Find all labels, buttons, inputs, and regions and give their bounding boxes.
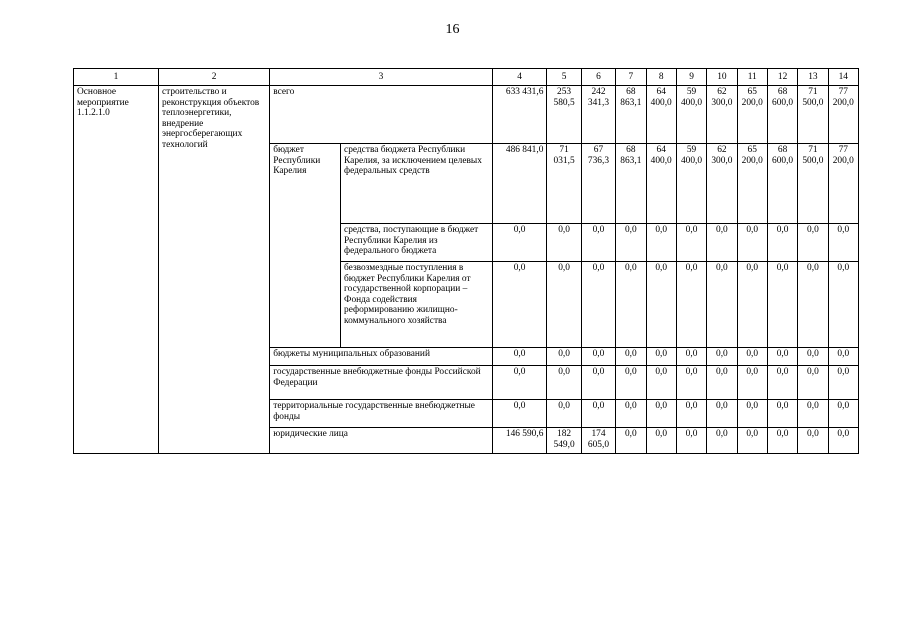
value-cell: 0,0 [798,224,828,262]
value-cell: 0,0 [676,428,706,454]
value-cell: 253 580,5 [547,86,581,144]
value-cell: 242 341,3 [581,86,615,144]
value-cell: 68 863,1 [616,144,646,224]
value-cell: 0,0 [707,348,737,366]
value-cell: 0,0 [798,366,828,400]
value-cell: 0,0 [492,262,547,348]
row-label: юридические лица [270,428,493,454]
value-cell: 67 736,3 [581,144,615,224]
value-cell: 68 863,1 [616,86,646,144]
value-cell: 0,0 [798,262,828,348]
value-cell: 0,0 [828,366,858,400]
header-cell: 5 [547,69,581,86]
value-cell: 0,0 [492,348,547,366]
value-cell: 174 605,0 [581,428,615,454]
value-cell: 0,0 [581,262,615,348]
value-cell: 0,0 [676,366,706,400]
value-cell: 0,0 [676,262,706,348]
value-cell: 68 600,0 [767,144,797,224]
row-label: государственные внебюджетные фонды Российской Федерации [270,366,493,400]
value-cell: 0,0 [767,366,797,400]
value-cell: 0,0 [828,348,858,366]
value-cell: 0,0 [616,348,646,366]
value-cell: 0,0 [798,400,828,428]
value-cell: 0,0 [581,366,615,400]
value-cell: 77 200,0 [828,86,858,144]
value-cell: 0,0 [616,400,646,428]
value-cell: 0,0 [492,224,547,262]
value-cell: 59 400,0 [676,144,706,224]
row-label: средства, поступающие в бюджет Республики Карелия из федерального бюджета [341,224,493,262]
value-cell: 0,0 [492,366,547,400]
value-cell: 146 590,6 [492,428,547,454]
header-cell: 3 [270,69,493,86]
value-cell: 64 400,0 [646,86,676,144]
value-cell: 0,0 [767,262,797,348]
value-cell: 633 431,6 [492,86,547,144]
value-cell: 0,0 [828,224,858,262]
value-cell: 0,0 [581,224,615,262]
value-cell: 0,0 [676,348,706,366]
activity-cell: Основное мероприятие 1.1.2.1.0 [74,86,159,454]
header-cell: 7 [616,69,646,86]
header-cell: 2 [158,69,269,86]
header-cell: 14 [828,69,858,86]
header-cell: 10 [707,69,737,86]
value-cell: 0,0 [737,428,767,454]
value-cell: 0,0 [707,428,737,454]
value-cell: 0,0 [616,224,646,262]
value-cell: 486 841,0 [492,144,547,224]
value-cell: 0,0 [707,224,737,262]
value-cell: 0,0 [676,224,706,262]
value-cell: 0,0 [798,348,828,366]
value-cell: 0,0 [707,262,737,348]
value-cell: 0,0 [767,224,797,262]
value-cell: 0,0 [616,366,646,400]
value-cell: 71 500,0 [798,144,828,224]
value-cell: 0,0 [646,224,676,262]
header-cell: 4 [492,69,547,86]
value-cell: 0,0 [737,348,767,366]
value-cell: 65 200,0 [737,86,767,144]
value-cell: 0,0 [737,400,767,428]
value-cell: 0,0 [767,348,797,366]
value-cell: 0,0 [767,428,797,454]
value-cell: 0,0 [707,400,737,428]
value-cell: 65 200,0 [737,144,767,224]
value-cell: 0,0 [676,400,706,428]
value-cell: 71 500,0 [798,86,828,144]
header-cell: 13 [798,69,828,86]
value-cell: 0,0 [547,366,581,400]
row-label: всего [270,86,493,144]
value-cell: 0,0 [828,400,858,428]
value-cell: 0,0 [737,366,767,400]
page-number: 16 [445,22,460,37]
value-cell: 0,0 [616,262,646,348]
description-cell: строительство и реконструкция объектов теплоэнергетики, внедрение энергосберегающих технологий [158,86,269,454]
value-cell: 64 400,0 [646,144,676,224]
table-row-total [74,86,859,144]
row-label: средства бюджета Республики Карелия, за исключением целевых федеральных средств [341,144,493,224]
value-cell: 68 600,0 [767,86,797,144]
value-cell: 0,0 [737,224,767,262]
value-cell: 0,0 [547,348,581,366]
value-cell: 0,0 [646,428,676,454]
value-cell: 0,0 [547,400,581,428]
value-cell: 77 200,0 [828,144,858,224]
value-cell: 59 400,0 [676,86,706,144]
value-cell: 0,0 [646,366,676,400]
regional-budget-group-label: бюджет Республики Карелия [270,144,341,348]
header-cell: 6 [581,69,615,86]
value-cell: 0,0 [581,400,615,428]
header-cell: 11 [737,69,767,86]
value-cell: 0,0 [828,428,858,454]
value-cell: 62 300,0 [707,86,737,144]
value-cell: 0,0 [547,262,581,348]
row-label: территориальные государственные внебюджетные фонды [270,400,493,428]
value-cell: 0,0 [767,400,797,428]
value-cell: 0,0 [737,262,767,348]
value-cell: 0,0 [616,428,646,454]
value-cell: 62 300,0 [707,144,737,224]
value-cell: 0,0 [646,400,676,428]
value-cell: 0,0 [492,400,547,428]
value-cell: 0,0 [707,366,737,400]
header-cell: 12 [767,69,797,86]
value-cell: 0,0 [646,348,676,366]
budget-table [73,68,859,454]
value-cell: 0,0 [646,262,676,348]
value-cell: 0,0 [581,348,615,366]
header-cell: 9 [676,69,706,86]
value-cell: 0,0 [547,224,581,262]
header-cell: 8 [646,69,676,86]
header-row [74,69,859,86]
value-cell: 0,0 [798,428,828,454]
row-label: бюджеты муниципальных образований [270,348,493,366]
value-cell: 0,0 [828,262,858,348]
value-cell: 71 031,5 [547,144,581,224]
header-cell: 1 [74,69,159,86]
row-label: безвозмездные поступления в бюджет Республики Карелия от государственной корпорации – Фонда содействия реформированию жилищно-коммунального хозяйства [341,262,493,348]
value-cell: 182 549,0 [547,428,581,454]
